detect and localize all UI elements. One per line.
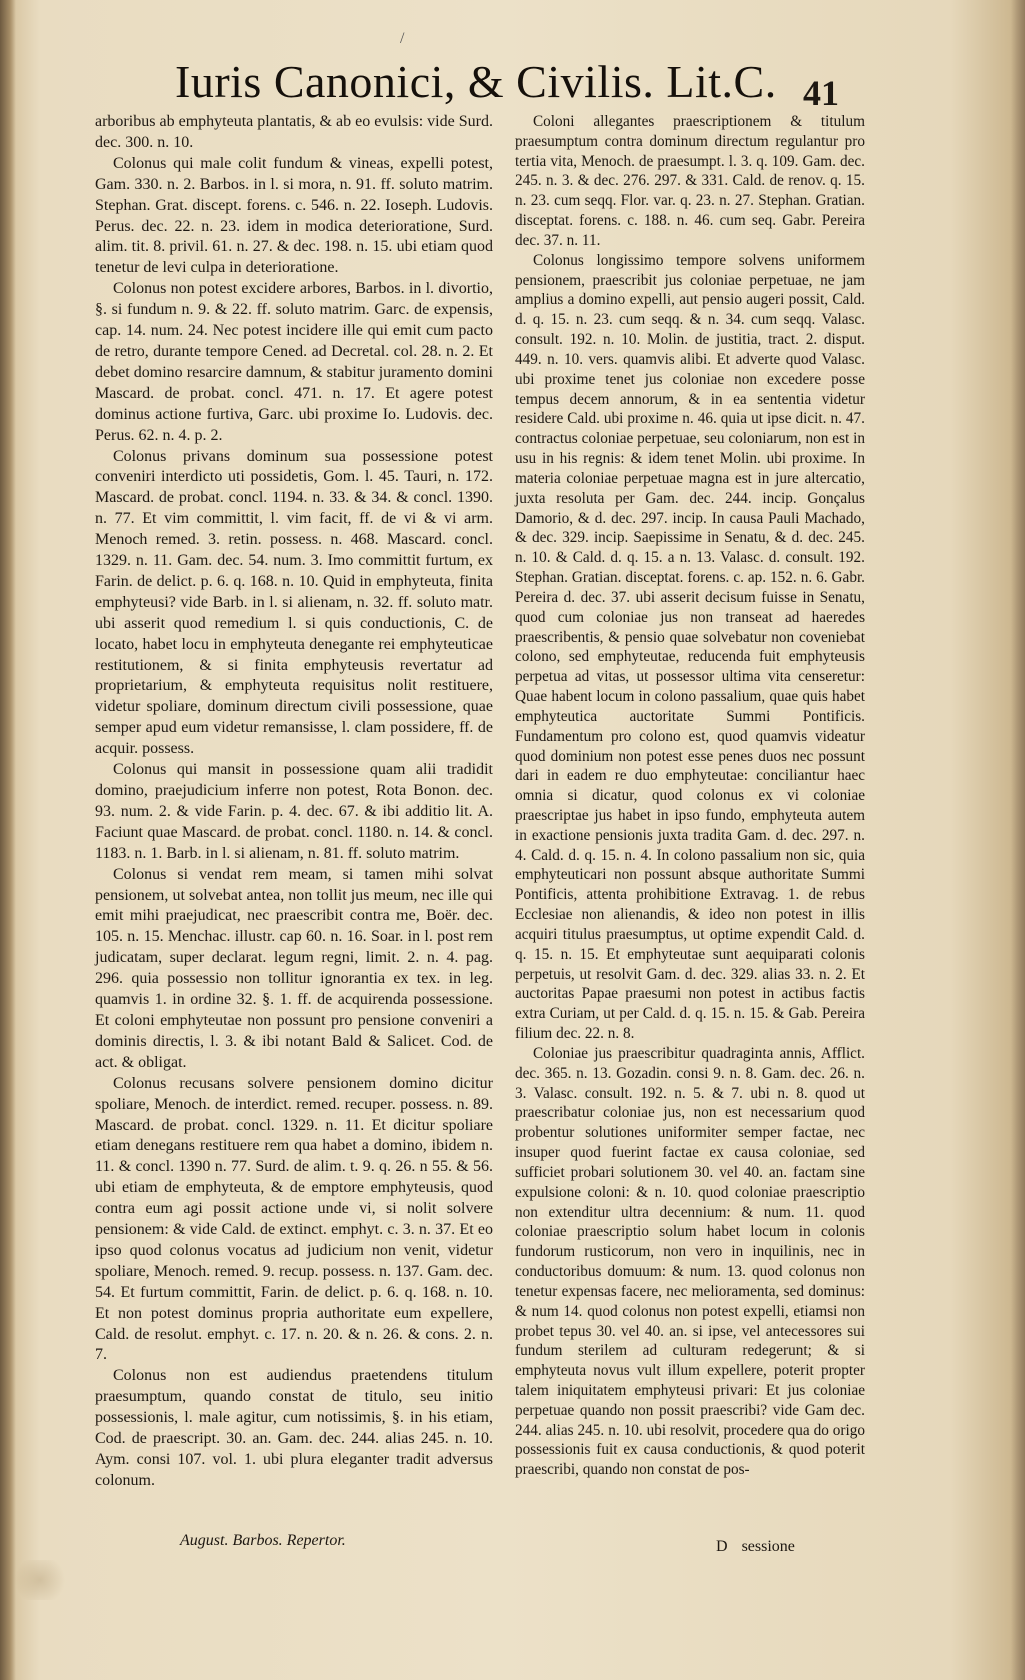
paper-stain — [10, 1560, 70, 1600]
signature-line: August. Barbos. Repertor. — [180, 1532, 346, 1549]
catchword: sessione — [741, 1538, 795, 1555]
paragraph: Coloniae jus praescribitur quadraginta annis, Afflict. dec. 365. n. 13. Gozadin. consi 9. n. 8. Gam. dec. 26. n. 3. Valasc. consult. 192. n. 5. & 7. ubi n. 8. quod ut praescribatur coloniae jus, non est necessarium quod probentur solutiones uniformiter semper factae, nec insuper quod fuerint factae ex causa coloniae, sed sufficiet probari solutionem 30. vel 40. an. factam sine expulsione coloni: & n. 10. quod coloniae praescriptio non extenditur ultra decennium: & num. 11. quod coloniae praescriptio solum habet locum in colonis fundorum rusticorum, non vero in inquilinis, nec in conductoribus domuum: & num. 13. quod colonus non tenetur expensas facere, nec melioramenta, sed dominus: & num 14. quod colonus non potest expelli, etiamsi non probet tepus 30. vel 40. an. si ipse, vel antecessores sui fundum sterilem ad culturam redegerunt; & si emphyteuta novus vult illum expellere, poterit propter talem iniquitatem emphyteusi privari: Et jus coloniae perpetuae quando non possit praescribi? vide Gam dec. 244. alias 245. n. 10. ubi resolvit, procedere qua do origo possessionis fuit ex causa conductionis, & quod poterit praescribi, quando non constat de pos- — [515, 1044, 865, 1479]
paragraph: Colonus qui mansit in possessione quam alii tradidit domino, praejudicium inferre non potest, Rota Bonon. dec. 93. num. 2. & vide Farin. p. 4. dec. 67. & ibi additio lit. A. Faciunt quae Mascard. de probat. concl. 1180. n. 14. & concl. 1183. n. 1. Barb. in l. si alienam, n. 81. ff. soluto matrim. — [95, 761, 493, 862]
paragraph: Colonus longissimo tempore solvens uniformem pensionem, praescribit jus coloniae perpetuae, ne jam amplius a domino expelli, aut pensio augeri possit, Cald. d. q. 15. n. 23. cum seqq. & n. 34. cum seqq. Valasc. consult. 192. n. 10. Molin. de justitia, tract. 2. disput. 449. n. 10. vers. quamvis alibi. Et adverte quod Valasc. ubi proxime tenet jus coloniae non excedere posse tempus decem annorum, & in ea sententia videtur residere Cald. ubi proxime n. 46. quia ut ipse dicit. n. 47. contractus coloniae perpetuae, seu coloniarum, non est in usu in his regnis: & idem tenet Molin. ubi proxime. In materia coloniae perpetuae magna est in jure altercatio, juxta resoluta per Gam. dec. 244. incip. Gonçalus Damorio, & d. dec. 297. incip. In causa Pauli Machado, & dec. 329. incip. Saepissime in Senatu, & d. dec. 245. n. 10. & Cald. d. q. 15. a n. 13. Valasc. d. consult. 192. Stephan. Gratian. disceptat. forens. c. ap. 152. n. 6. Gabr. Pereira d. dec. 37. ubi asserit decisum fuisse in Senatu, quod cum coloniae jus non transeat ad haeredes praescribentis, & pensio quae solvebatur non coveniebat colono, sed emphyteutae, reducenda fuit emphyteusis perpetua ad vitas, ut possessor ultima vita censeretur: Quae habent locum in colono passalium, quae quis habet emphyteutica auctoritate Summi Pontificis. Fundamentum pro colono est, quod quamvis videatur quod dominium non potest esse penes duos nec possunt dari in eadem re duo emphyteutae: conciliantur haec omnia si dicatur, quod colonus ex vi coloniae praescriptae jus habet in ipso fundo, emphyteuta autem in exactione pensionis juxta tradita Gam. d. dec. 297. n. 4. Cald. d. q. 15. n. 4. In colono passalium non sic, quia emphyteuticari non possunt absque authoritate Summi Pontificis, attenta prohibitione Extravag. 1. de rebus Ecclesiae non alienandis, & ideo non potest in illis acquiri titulus praesumptus, ut optime expendit Cald. d. q. 15. n. 15. Et emphyteutae sunt aequiparati colonis perpetuis, ut resolvit Gam. d. dec. 329. alias 33. n. 2. Et auctoritas Papae praesumi non potest in actibus factis extra Curiam, ut per Cald. d. q. 15. n. 15. & Gab. Pereira filium dec. 22. n. 8. — [515, 251, 865, 1043]
paragraph: Colonus privans dominum sua possessione potest conveniri interdicto uti possidetis, Gom. l. 45. Tauri, n. 172. Mascard. de probat. concl. 1194. n. 33. & 34. & concl. 1390. n. 77. Et vim committit, l. vim facit, ff. de vi & vi arm. Menoch remed. 3. retin. possess. n. 468. Mascard. concl. 1329. n. 11. Gam. dec. 54. num. 3. Imo committit furtum, ex Farin. de delict. p. 6. q. 168. n. 10. Quid in emphyteuta, finita emphyteusi? vide Barb. in l. si alienam, n. 32. ff. soluto matr. ubi asserit quod remedium l. si quis conductionis, C. de locato, habet locu in emphyteuta denegante rei emphyteuticae restitutionem, & si finita emphyteusis revertatur ad proprietarium, & emphyteuta requisitus nolit restituere, videtur spoliare, dominum directum civili possessione, quae semper apud eum videtur remansisse, l. clam possidere, ff. de acquir. possess. — [95, 447, 493, 758]
paragraph: Colonus si vendat rem meam, si tamen mihi solvat pensionem, ut solvebat antea, non tollit jus meum, nec ille qui emit mihi praejudicat, nec praescribit contra me, Boër. dec. 105. n. 15. Menchac. illustr. cap 60. n. 16. Soar. in l. post rem judicatam, super declarat. legum regni, limit. 2. n. 4. pag. 296. quia possessio non tollitur ignorantia ex tex. in leg. quamvis 1. in ordine 32. §. 1. ff. de acquirenda possessione. Et coloni emphyteutae non possunt pro pensione conveniri a dominis directis, l. 3. & ibi notant Bald & Salicet. Cod. de act. & obligat. — [95, 865, 493, 1071]
left-column — [95, 112, 493, 1492]
right-column — [515, 112, 865, 1480]
paragraph: Colonus recusans solvere pensionem domino dicitur spoliare, Menoch. de interdict. remed. recuper. possess. n. 89. Mascard. de probat. concl. 1329. n. 11. Et dicitur spoliare etiam denegans restituere rem qua habet a domino, ibidem n. 11. & concl. 1390 n. 77. Surd. de alim. t. 9. q. 26. n 55. & 56. ubi etiam de emphyteuta, & de emptore emphyteusis, quod contra eum agi possit actione unde vi, si nolit solvere pensionem: & vide Cald. de extinct. emphyt. c. 3. n. 37. Et eo ipso quod colonus vocatus ad judicium non venit, videtur spoliare, Menoch. remed. 9. recup. possess. n. 137. Gam. dec. 54. Et furtum committit, Farin. de delict. p. 6. q. 168. n. 10. Et non potest dominus propria authoritate eum expellere, Cald. de resolut. emphyt. c. 17. n. 20. & n. 26. & cons. 2. n. 7. — [95, 1074, 493, 1364]
paragraph: Colonus non potest excidere arbores, Barbos. in l. divortio, §. si fundum n. 9. & 22. ff. soluto matrim. Garc. de expensis, cap. 14. num. 24. Nec potest incidere ille qui emit cum pacto de retro, durante tempore Cened. ad Decretal. col. 28. n. 2. Et debet domino resarcire damnum, & stabitur juramento domini Mascard. de probat. concl. 471. n. 17. Et agere potest dominus actione furtiva, Garc. ubi proxime Io. Ludovis. dec. Perus. 62. n. 4. p. 2. — [95, 280, 493, 444]
paragraph: Coloni allegantes praescriptionem & titulum praesumptum contra dominum directum regulantur pro tertia vita, Menoch. de praesumpt. l. 3. q. 109. Gam. dec. 245. n. 3. & dec. 276. 297. & 331. Cald. de renov. q. 15. n. 23. cum seqq. Flor. var. q. 23. n. 27. Stephan. Gratian. disceptat. forens. c. 188. n. 46. cum seq. Gabr. Pereira dec. 37. n. 11. — [515, 113, 865, 249]
top-mark: / — [400, 30, 405, 47]
signature-mark: D — [716, 1538, 728, 1555]
paragraph: Colonus qui male colit fundum & vineas, expelli potest, Gam. 330. n. 2. Barbos. in l. si mora, n. 91. ff. soluto matrim. Stephan. Grat. discept. forens. c. 546. n. 22. Ioseph. Ludovis. Perus. dec. 22. n. 23. idem in modica deterioratione, Surd. alim. tit. 8. privil. 61. n. 27. & dec. 198. n. 15. ubi etiam quod tenetur de levi culpa in deterioratione. — [95, 154, 493, 277]
page-number: 41 — [803, 73, 839, 113]
running-header: Iuris Canonici, & Civilis. Lit.C. — [175, 56, 777, 107]
book-spine-shadow — [0, 0, 16, 1680]
footer-catchline — [706, 1538, 795, 1556]
paragraph: Colonus non est audiendus praetendens titulum praesumptum, quando constat de titulo, seu initio possessionis, l. male agitur, cum notissimis, §. in his etiam, Cod. de praescript. 30. an. Gam. dec. 244. alias 245. n. 10. Aym. consi 107. vol. 1. ubi plura eleganter tradit adversus colonum. — [95, 1367, 493, 1489]
paragraph: arboribus ab emphyteuta plantatis, & ab eo evulsis: vide Surd. dec. 300. n. 10. — [95, 113, 493, 151]
page-edge — [1011, 0, 1025, 1680]
